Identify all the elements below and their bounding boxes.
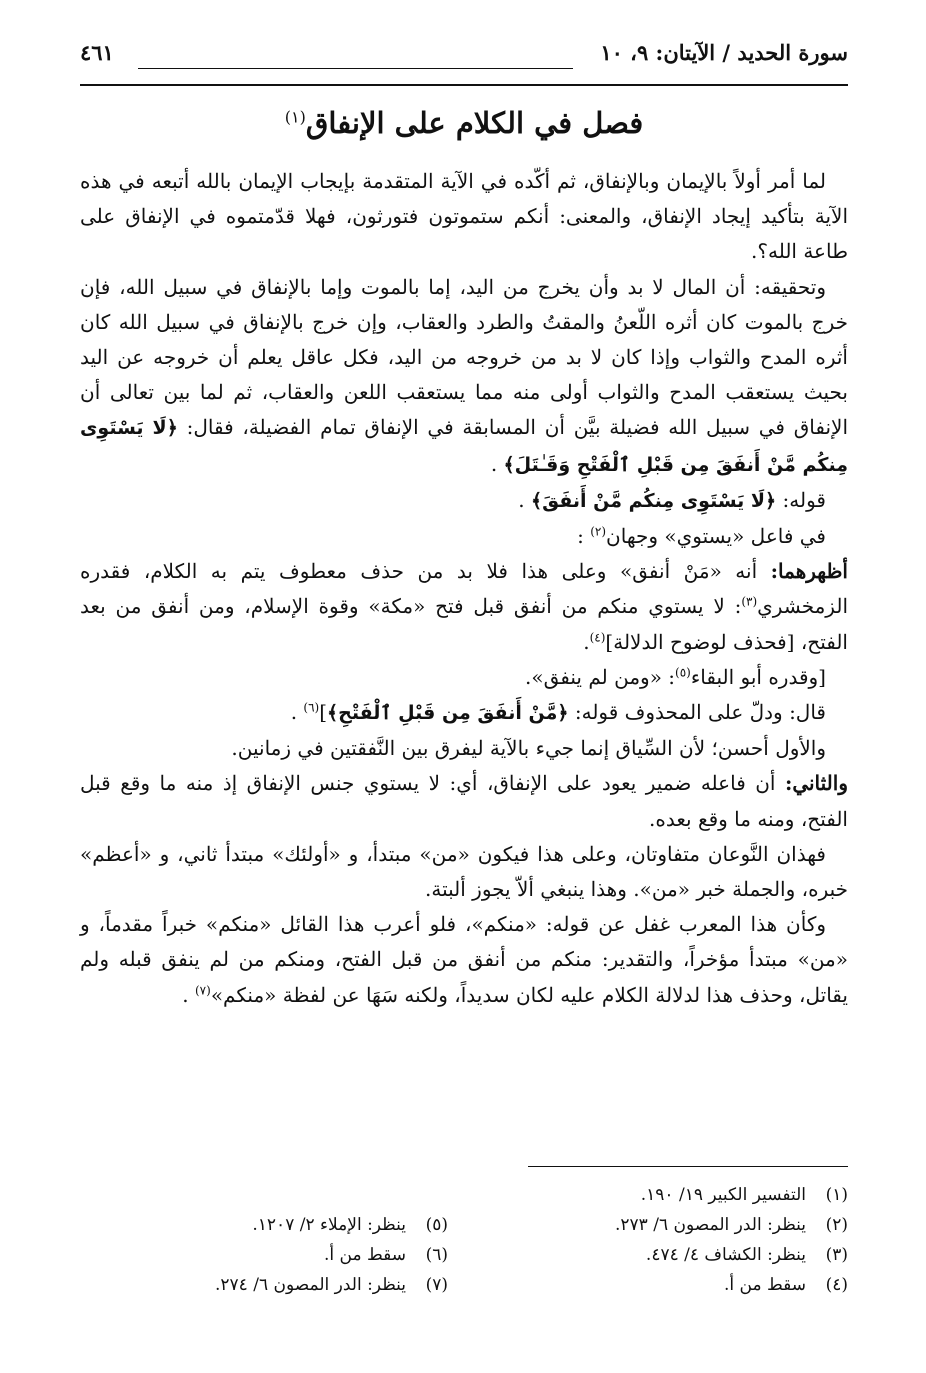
- footnote-separator: [528, 1166, 848, 1167]
- paragraph-10: فهذان النَّوعان متفاوتان، وعلى هذا فيكون «من» مبتدأ، و «أولئك» مبتدأ ثاني، و «أعظم» خبره، والجملة خبر «من». وهذا ينبغي ألاّ يجوز ألبتة.: [80, 841, 848, 902]
- footnote-ref: (٢): [590, 524, 607, 539]
- paragraph-5-lead: أظهرهما:: [770, 559, 848, 584]
- main-text: [80, 164, 848, 1013]
- paragraph-6: [80, 660, 848, 695]
- footnote-ref: (٧): [194, 983, 211, 998]
- paragraph-5-end: .: [583, 629, 590, 654]
- footnote-item: [448, 1210, 848, 1240]
- footnote-number: (٢): [825, 1215, 848, 1235]
- header-rule: [80, 84, 848, 86]
- quran-verse: ﴿لَا يَسْتَوِى مِنكُم مَّنْ أَنفَقَ﴾: [530, 489, 777, 512]
- paragraph-3-end: .: [518, 487, 525, 512]
- footnote-text: ينظر: الإملاء ٢/ ١٢٠٧.: [252, 1215, 406, 1235]
- footnote-ref: (٥): [675, 665, 691, 680]
- paragraph-11: [80, 907, 848, 1013]
- paragraph-9: [80, 766, 848, 836]
- footnote-number: (٤): [825, 1275, 848, 1295]
- footnote-number: (١): [825, 1185, 848, 1205]
- footnote-item: [448, 1180, 848, 1210]
- paragraph-3-text: قوله:: [782, 487, 826, 512]
- quran-verse: ﴿مَّنْ أَنفَقَ مِن قَبْلِ ٱلْفَتْحِ﴾: [327, 702, 569, 725]
- paragraph-2-end: .: [490, 451, 498, 476]
- footnote-item: [448, 1240, 848, 1270]
- paragraph-7-bracket: ]: [319, 700, 328, 725]
- paragraph-7-end: .: [290, 700, 298, 725]
- running-header: [80, 38, 848, 88]
- paragraph-6-text: [وقدره أبو البقاء: [690, 664, 826, 689]
- footnote-text: التفسير الكبير ١٩/ ١٩٠.: [640, 1185, 806, 1205]
- footnote-ref: (٦): [303, 700, 320, 715]
- paragraph-4-text: في فاعل «يستوي» وجهان: [606, 524, 826, 549]
- paragraph-4-end: :: [577, 524, 584, 549]
- footnote-text: سقط من أ.: [324, 1245, 406, 1265]
- paragraph-8: والأول أحسن؛ لأن السِّياق إنما جيء بالآية ليفرق بين النَّفقتين في زمانين.: [231, 736, 826, 761]
- paragraph-9-lead: والثاني:: [784, 771, 848, 796]
- paragraph-6-text-cont: : «ومن لم ينفق».: [524, 664, 676, 689]
- footnotes-column-right: [448, 1180, 848, 1300]
- paragraph-5-text-cont: : لا يستوي منكم من أنفق قبل فتح «مكة» وقوة الإسلام، ومن أنفق من بعد الفتح، [فحذف لوضوح الدلالة]: [80, 594, 848, 654]
- paragraph-5-text: أنه «مَنْ أنفق» وعلى هذا فلا بد من حذف معطوف يتم به الكلام، فقدره الزمخشري: [80, 559, 848, 619]
- paragraph-2: [80, 270, 848, 483]
- paragraph-7: [80, 695, 848, 731]
- paragraph-4: [80, 519, 848, 554]
- footnote-item: [80, 1210, 448, 1240]
- footnote-item: [80, 1270, 448, 1300]
- footnote-text: سقط من أ.: [724, 1275, 806, 1295]
- footnote-number: (٣): [825, 1245, 848, 1265]
- footnote-item: [80, 1240, 448, 1270]
- paragraph-5: [80, 554, 848, 660]
- footnote-text: ينظر: الكشاف ٤/ ٤٧٤.: [645, 1245, 806, 1265]
- footnote-ref: (٣): [741, 594, 758, 609]
- footnote-spacer: [80, 1180, 448, 1210]
- paragraph-11-text: وكأن هذا المعرب غفل عن قوله: «منكم»، فلو أعرب هذا القائل «منكم» خبراً مقدماً، و «من» مبتدأ مؤخراً، والتقدير: منكم من أنفق من قبل الفتح، ومنكم من لم ينفق قبله ولم يقاتل، وحذف هذا لدلالة الكلام عليه لكان سديداً، ولكنه سَهَا عن لفظة «منكم»: [80, 912, 848, 1007]
- footnote-number: (٧): [425, 1275, 448, 1295]
- page-number: ٤٦١: [80, 40, 114, 65]
- paragraph-7-text: قال: ودلّ على المحذوف قوله:: [574, 700, 826, 725]
- quran-verse: ﴿لَا يَسْتَوِى مِنكُم مَّنْ أَنفَقَ مِن قَبْلِ ٱلْفَتْحِ وَقَـٰتَلَ﴾: [80, 417, 848, 476]
- header-leader-line: [138, 68, 573, 69]
- footnote-text: ينظر: الدر المصون ٦/ ٢٧٣.: [615, 1215, 806, 1235]
- footnote-item: [448, 1270, 848, 1300]
- footnote-text: ينظر: الدر المصون ٦/ ٢٧٤.: [215, 1275, 406, 1295]
- paragraph-3: [80, 483, 848, 519]
- section-title-footnote-ref: (١): [284, 107, 306, 127]
- footnote-number: (٥): [425, 1215, 448, 1235]
- footnotes-column-left: [80, 1180, 448, 1300]
- paragraph-9-text: أن فاعله ضمير يعود على الإنفاق، أي: لا يستوي جنس الإنفاق إذ منه ما وقع قبل الفتح، ومنه ما وقع بعده.: [80, 771, 848, 831]
- paragraph-1: لما أمر أولاً بالإيمان وبالإنفاق، ثم أكّده في الآية المتقدمة بإيجاب الإيمان بالله أتبعه في هذه الآية بتأكيد إيجاد الإنفاق، والمعنى: أنكم ستموتون فتورثون، فهلا قدّمتموه في الإنفاق على طاعة الله؟.: [80, 169, 848, 264]
- footnote-ref: (٤): [589, 629, 606, 644]
- section-title: [80, 106, 848, 140]
- surah-heading: سورة الحديد / الآيتان: ٩، ١٠: [600, 40, 848, 65]
- paragraph-2-text: وتحقيقه: أن المال لا بد وأن يخرج من اليد، إما بالموت وإما بالإنفاق في سبيل الله، فإن خرج بالموت كان أثره اللّعنُ والمقتُ والطرد والعقاب، وإن خرج بالإنفاق في سبيل الله كان أثره المدح والثواب وإذا كان لا بد من خروجه من اليد، فكل عاقل يعلم أن خروجه عن اليد بحيث يستعقب المدح والثواب أولى منه مما يستعقب اللعن والعقاب، ثم لما بين تعالى أن الإنفاق في سبيل الله فضيلة بيَّن أن المسابقة في الإنفاق تمام الفضيلة، فقال:: [80, 274, 849, 440]
- paragraph-11-end: .: [182, 982, 189, 1007]
- footnote-number: (٦): [425, 1245, 448, 1265]
- section-title-text: فصل في الكلام على الإنفاق: [305, 106, 644, 140]
